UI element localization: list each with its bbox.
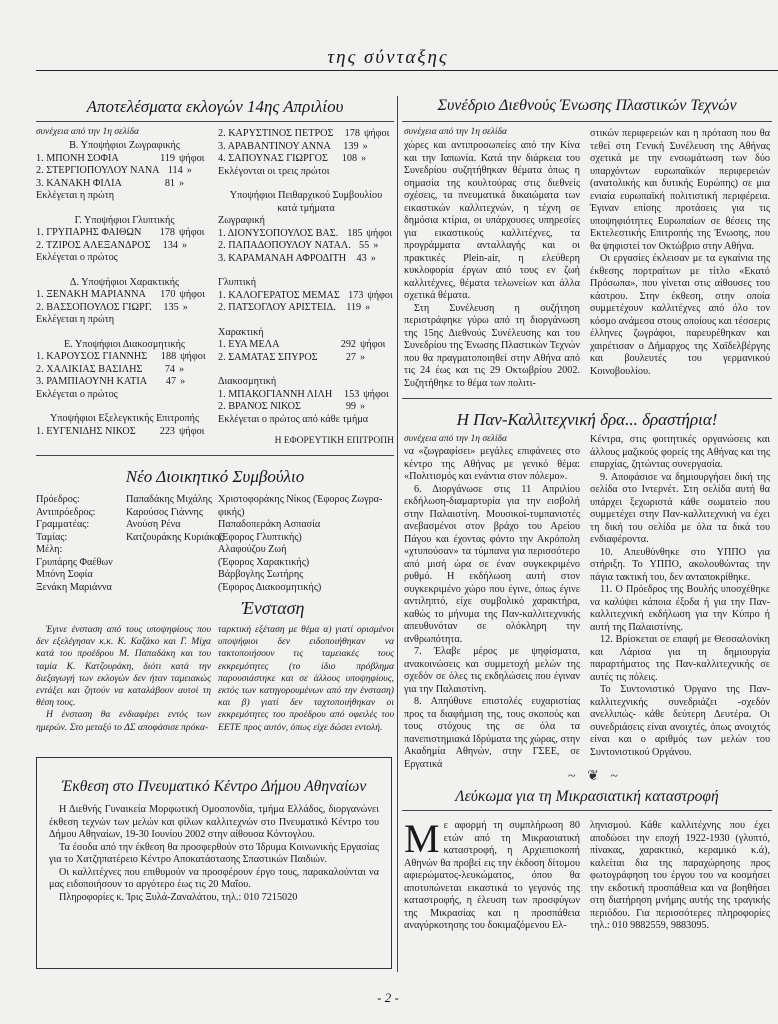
candidate-row: [218, 141, 394, 154]
candidate-votes: 153: [344, 388, 360, 400]
candidate-votes: 55: [359, 240, 370, 251]
candidate-name: 1. ΕΥΓΕΝΙΔΗΣ ΝΙΚΟΣ: [36, 425, 136, 437]
enstasi-title: Ένσταση: [241, 598, 305, 618]
candidate-unit: »: [180, 376, 186, 387]
candidate-name: 2. ΒΑΣΣΟΠΟΥΛΟΣ ΓΙΩΡΓ.: [36, 301, 152, 313]
list-note: Χαρακτική: [218, 326, 264, 338]
list-note: Εκλέγεται ο πρώτος από κάθε τμήμα: [218, 413, 369, 425]
candidate-votes: 292: [340, 339, 356, 350]
board-member-row: [36, 557, 216, 570]
candidate-row: [36, 227, 213, 240]
exhibition-p2: Τα έσοδα από την έκθεση θα προσφερθούν στο Ίδρυμα Κοινωνικής Εργασίας για το Χατζηπατέρειο Κέντρο Αποκατάστασης Σπαστικών Παιδιών.: [49, 841, 379, 865]
candidate-votes: 47: [165, 376, 177, 387]
candidate-unit: ψήφοι: [179, 227, 205, 238]
enstasi-col1: [36, 624, 211, 734]
candidate-name: 1. ΓΡΥΠΑΡΗΣ ΦΑΙΘΩΝ: [36, 227, 142, 238]
congress-title-rule: [402, 121, 772, 122]
candidate-row: [218, 352, 394, 365]
candidate-votes: 173: [348, 289, 364, 301]
candidate-name: 3. ΑΡΑΒΑΝΤΙΝΟΥ ΑΝΝΑ: [218, 140, 331, 152]
candidate-unit: ψήφοι: [360, 339, 386, 350]
candidate-unit: »: [370, 252, 376, 264]
enstasi-p1: Έγινε ένσταση από τους υποψηφίους που δεν εξελέγησαν κ.κ. Κ. Καζάκο και Γ. Μίχα κατά του προέδρου Μ. Παπαδάκη και του ταμία Κ. Κατζουράκη, διότι κατά την διεξαγωγή των εκλογών δεν ήταν ταμειακώς εντάξει και ζητούν να καταλάβουν αυτοί τη θέση τους.: [36, 624, 211, 709]
board-member-line: Αλαφούζου Ζωή: [218, 544, 287, 555]
panart-col1: [404, 446, 580, 771]
candidate-name: 2. ΣΑΜΑΤΑΣ ΣΠΥΡΟΣ: [218, 351, 318, 363]
candidate-unit: ψήφοι: [366, 227, 392, 239]
candidate-unit: »: [182, 301, 188, 313]
spacer: [218, 315, 394, 327]
candidate-unit: »: [360, 401, 366, 412]
board-role: Γρυπάρης Φαέθων: [36, 556, 113, 568]
list-heading: Β. Υποψήφιοι Ζωγραφικής: [69, 140, 180, 151]
board-role: Πρόεδρος:: [36, 494, 80, 505]
candidate-name: 3. ΡΑΜΠΙΑΟΥΝΗ ΚΑΤΙΑ: [36, 376, 148, 387]
board-member-name: [126, 544, 216, 557]
board-member-row: [36, 507, 216, 520]
list-note: Ζωγραφική: [218, 215, 265, 226]
board-member-name: Καρούσος Γιάννης: [126, 506, 203, 518]
congress-title: Συνέδριο Διεθνούς Ένωσης Πλαστικών Τεχνών: [437, 97, 737, 114]
list-note: Εκλέγεται ο πρώτος: [36, 252, 118, 263]
candidate-name: 1. ΜΠΑΚΟΓΙΑΝΝΗ ΛΙΛΗ: [218, 388, 333, 400]
board-member-name: Ανούση Ρένα: [126, 519, 181, 530]
list-heading: Υποψήφιοι Εξελεγκτικής Επιτροπής: [50, 413, 199, 424]
congress-continued: συνέχεια από την 1η σελίδα: [404, 127, 507, 137]
candidate-row: [36, 178, 213, 191]
panart-continued: συνέχεια από την 1η σελίδα: [404, 434, 507, 444]
candidate-name: 2. ΤΖΙΡΟΣ ΑΛΕΞΑΝΔΡΟΣ: [36, 239, 151, 251]
candidate-row: [218, 389, 394, 402]
board-member-name: Κατζουράκης Κυριάκος: [126, 531, 224, 543]
exhibition-body: [37, 796, 391, 904]
candidate-unit: ψήφοι: [179, 289, 205, 300]
board-member-line: φικής): [218, 506, 245, 518]
candidate-row: [36, 153, 213, 166]
candidate-votes: 43: [356, 252, 367, 264]
panart-col1-p2: 6. Διοργάνωσε στις 11 Απριλίου εκδήλωση-διαμαρτυρία για την εισβολή στην Παλαιστίνη. Μουσικοί-τυμπανιστές ανεβασμένοι στον βράχο του Αρείου Πάγου και έχοντας φόντο την Ακρόπολη «χτυπούσαν» τα τύμπανα για περισσότερο από μισή ώρα σε έναν συγκεκριμένο ρυθμό. Η εκδήλωση αυτή στον συγκεκριμένο χώρο που έγινε, όπως έγινε αντιληπτό, είχε συμβολικό χαρακτήρα, καθώς το μήνυμα της Παν-καλλιτεχνικής απευθυνόταν σε ολόκληρη την ανθρωπότητα.: [404, 483, 580, 645]
ornament-divider: ~ ❦ ~: [568, 769, 622, 784]
candidate-name: 1. ΕΥΑ ΜΕΛΑ: [218, 339, 280, 350]
board-left-column: [36, 494, 224, 594]
candidate-unit: »: [181, 239, 188, 251]
candidate-votes: 178: [344, 128, 360, 139]
board-member-row: [36, 569, 216, 582]
candidate-row: [36, 302, 213, 315]
board-role: Αντιπρόεδρος:: [36, 506, 96, 518]
candidate-row: [36, 364, 213, 377]
candidate-votes: 27: [345, 351, 356, 363]
spacer: [36, 401, 213, 413]
candidate-unit: »: [179, 177, 185, 189]
exhibition-box: [36, 757, 392, 969]
elections-title: Αποτελέσματα εκλογών 14ης Απριλίου: [86, 97, 344, 116]
board-member-name: Παπαδάκης Μιχάλης: [126, 494, 213, 505]
list-note: Εκλέγεται η πρώτη: [36, 314, 115, 325]
candidate-unit: »: [186, 165, 192, 176]
candidate-row: [218, 339, 394, 352]
congress-bottom-rule: [402, 398, 772, 399]
spacer: [36, 203, 213, 215]
candidate-votes: 119: [160, 152, 175, 164]
candidate-name: 2. ΚΑΡΥΣΤΙΝΟΣ ΠΕΤΡΟΣ: [218, 128, 334, 139]
candidate-votes: 170: [160, 289, 176, 300]
board-member-row: [36, 531, 224, 545]
header-rule: [36, 70, 778, 71]
candidate-row: [218, 240, 394, 253]
spacer: [218, 178, 394, 190]
list-note: Γλυπτική: [218, 277, 257, 288]
panart-col2-p4: 11. Ο Πρόεδρος της Βουλής υποσχέθηκε να καλύψει κάποια έξοδα ή για την Παν-καλλιτεχνική εκδήλωση για την Κύπρο ή αυτή της Παλαιστίνης.: [590, 584, 770, 633]
candidate-row: [218, 153, 394, 166]
candidate-row: [36, 426, 213, 439]
album-dropcap: Μ: [404, 816, 440, 861]
list-heading: κατά τμήματα: [277, 202, 335, 214]
panart-col1-p4: 8. Απηύθυνε επιστολές ευχαριστίας προς τα διαφήμιση της, τους σκοπούς και τους στόχους της σε όλα τα πανεπιστημιακά Ιδρύματα της χώρας, στην Ακαδημία Αθηνών, στην ΓΣΕΕ, σε Εργατικά: [404, 696, 580, 770]
spacer: [36, 265, 213, 277]
candidate-row: [36, 376, 213, 389]
candidate-votes: 74: [164, 363, 175, 375]
list-note: Εκλέγεται ο πρώτος: [36, 388, 118, 400]
list-note: Εκλέγονται οι τρεις πρώτοι: [218, 165, 330, 177]
candidate-votes: 119: [346, 302, 362, 313]
candidate-name: 1. ΞΕΝΑΚΗ ΜΑΡΙΑΝΝΑ: [36, 289, 146, 300]
board-role: Ξενάκη Μαριάννα: [36, 581, 112, 593]
candidate-row: [218, 228, 394, 241]
candidate-unit: »: [362, 140, 368, 152]
panart-title: Η Παν-Καλλιτεχνική δρα... δραστήρια!: [456, 410, 718, 429]
board-role: Γραμματέας:: [36, 519, 90, 530]
congress-col1: [404, 140, 580, 390]
candidate-votes: 188: [160, 351, 177, 362]
candidate-unit: ψήφοι: [179, 152, 205, 164]
candidate-unit: »: [179, 363, 185, 375]
candidate-name: 2. ΣΤΕΡΓΙΟΠΟΥΛΟΥ ΝΑΝΑ: [36, 165, 160, 176]
board-role: Μπόνη Σοφία: [36, 569, 93, 580]
panart-col2-p5: 12. Βρίσκεται σε επαφή με Θεσσαλονίκη και Λάρισα για τη δημιουργία παραρτήματος της Παν-καλλιτεχνικής σε αυτές τις πόλεις.: [590, 634, 770, 683]
candidate-votes: 81: [164, 177, 175, 189]
candidate-unit: ψήφοι: [363, 128, 390, 139]
elections-title-rule: [36, 121, 394, 122]
panart-col1-p3: 7. Έλαβε μέρος με ψηφίσματα, ανακοινώσεις και συμμετοχή μελών της σχεδόν σε όλες τις εκδηλώσεις που έγιναν για την Παλαιστίνη.: [404, 646, 580, 695]
board-member-name: [126, 582, 216, 595]
candidate-votes: 185: [347, 227, 363, 239]
candidate-name: 1. ΔΙΟΝΥΣΟΠΟΥΛΟΣ ΒΑΣ.: [218, 227, 339, 239]
board-member-row: [36, 519, 216, 532]
album-title: Λεύκωμα για τη Μικρασιατική καταστροφή: [455, 788, 719, 805]
album-col1: [404, 816, 580, 933]
panart-col2: [590, 434, 770, 759]
spacer: [218, 265, 394, 277]
list-heading: Υποψήφιοι Πειθαρχικού Συμβουλίου: [229, 190, 383, 201]
album-title-rule: [402, 810, 772, 811]
candidate-votes: 139: [343, 140, 359, 152]
candidate-row: [36, 165, 213, 178]
candidate-votes: 134: [162, 239, 178, 251]
candidate-unit: »: [360, 351, 366, 363]
candidate-name: 2. ΠΑΠΑΔΟΠΟΥΛΟΥ ΝΑΤΑΛ.: [218, 240, 351, 251]
candidate-unit: ψήφοι: [180, 351, 206, 362]
panart-col1-p1: να «ζωγραφίσει» μεγάλες επιφάνειες στο κέντρο της Αθήνας με γενικό θέμα: «Πολιτισμός και ενάντια στον πόλεμο».: [404, 446, 580, 482]
candidate-name: 1. ΚΑΛΟΓΕΡΑΤΟΣ ΜΕΜΑΣ: [218, 289, 340, 301]
candidate-votes: 223: [159, 425, 175, 437]
candidate-votes: 135: [163, 301, 179, 313]
candidate-unit: ψήφοι: [179, 425, 205, 437]
candidate-row: [36, 289, 213, 302]
candidate-votes: 108: [341, 153, 358, 164]
elections-left-column: [36, 140, 213, 438]
candidate-votes: 99: [345, 401, 356, 412]
enstasi-p2: Η ένσταση θα ενδιαφέρει εντός των ημερών. Στο μεταξύ το ΔΣ αποφάσισε πρόκα-: [36, 709, 211, 733]
board-right-column: [218, 494, 394, 594]
album-col1-text: ε αφορμή τη συμπλήρωση 80 ετών από τη Μικρασιατική καταστροφή, η Αρχιεπισκοπή Αθηνών θα προβεί εις την έκδοση δίτομου αφιερώματος-λευκώματος, όπου θα αποτυπώνεται εικαστικά το γεγονός της καταστροφής, η έλευση των προσφύγων της Μικρασίας και η προσπάθεια αναγύρκοτησης του δοκιμαζόμενου Ελ-: [404, 820, 580, 931]
board-member-row: [36, 582, 216, 595]
candidate-name: 2. ΧΑΛΙΚΙΑΣ ΒΑΣΙΛΗΣ: [36, 363, 143, 375]
congress-col1-p1: χώρες και αντιπροσωπείες από την Κίνα και την Ιαπωνία. Κατά την διάρκεια του Συνεδρίου συζητήθηκαν θέματα όπως η σημασία της κουλτούρας στις διεθνείς σχέσεις, τα πνευματικά δικαιώματα των εικαστικών καλλιτεχνών, η τέχνη σε δημόσια κτίρια, οι υπάρχουσες υπηρεσίες για εικαστικούς καλλιτέχνες, τα προγράμματα ανταλλαγής και οι πρακτικές Plein-air, η ελεύθερη κυκλοφορία έργων από τους εν ζωή καλλιτέχνες, θέματα τελωνείων και άλλα σχετικά θέματα.: [404, 140, 580, 301]
candidate-row: [218, 401, 394, 414]
column-divider: [397, 96, 398, 972]
page-number: - 2 -: [377, 990, 399, 1005]
candidate-unit: »: [373, 240, 379, 251]
candidate-name: 4. ΣΑΠΟΥΝΑΣ ΓΙΩΡΓΟΣ: [218, 153, 328, 164]
exhibition-title: Έκθεση στο Πνευματικό Κέντρο Δήμου Αθηναίων: [61, 778, 367, 795]
elections-continued: συνέχεια από την 1η σελίδα: [36, 127, 139, 137]
board-member-line: (Έφορος Γλυπτικής): [218, 531, 302, 543]
board-member-row: [36, 544, 216, 557]
panart-col2-p1: Κέντρα, στις φοιτητικές οργανώσεις και άλλους μαζικούς φορείς της Αθήνας και της επαρχίας, ζητώντας συνεργασία.: [590, 434, 770, 470]
section-header-title: της σύνταξης: [327, 47, 449, 68]
candidate-name: 1. ΚΑΡΟΥΣΟΣ ΓΙΑΝΝΗΣ: [36, 351, 148, 362]
candidate-row: [218, 128, 394, 141]
list-note: Διακοσμητική: [218, 376, 277, 387]
candidate-row: [218, 290, 394, 303]
candidate-name: 1. ΜΠΟΝΗ ΣΟΦΙΑ: [36, 152, 119, 164]
panart-col2-p6: Το Συντονιστικό Όργανο της Παν-καλλιτεχνικής συνεδριάζει -σχεδόν ανελλιπώς- κάθε δεύτερη Δευτέρα. Οι συνεδριάσεις είναι ανοιχτές, όπως ανοιχτός είναι και ο αριθμός των μελών του Συντονιστικού Οργάνου.: [590, 684, 770, 758]
list-heading: Γ. Υποψήφιοι Γλυπτικής: [74, 214, 175, 226]
candidate-name: 2. ΒΡΑΝΟΣ ΝΙΚΟΣ: [218, 401, 301, 412]
exhibition-p4: Πληροφορίες κ. Ίρις Ξυλά-Ζαναλάτου, τηλ.: 010 7215020: [59, 891, 298, 903]
elections-right-column: [218, 128, 394, 426]
candidate-name: 3. ΚΑΝΑΚΗ ΦΙΛΙΑ: [36, 177, 122, 189]
board-member-line: Βάρβογλης Σωτήρης: [218, 569, 304, 580]
candidate-row: [36, 351, 213, 364]
board-title: Νέο Διοικητικό Συμβούλιο: [125, 467, 305, 486]
board-member-line: Χριστοφοράκης Νίκος (Έφορος Ζωγρα-: [218, 494, 383, 505]
candidate-row: [36, 240, 213, 253]
board-member-row: [36, 494, 216, 507]
candidate-votes: 114: [167, 165, 183, 176]
board-member-line: Παπαδοπεράκη Ασπασία: [218, 519, 321, 530]
enstasi-col2: ταρκτική εξέταση με θέμα α) γιατί ορισμένοι υποψήφιοι δεν ειδοποιήθηκαν να τακτοποιήσουν τις ταμειακές τους εκκρεμότητες (το ίδιο πρόβλημα παρουσιάστηκε και σε άλλους υποψηφίους, εκτός των κατηγορουμένων από την ένσταση) και β) γιατί δεν ταχτοποιήθηκαν οι εκκρεμότητες του προέδρου από οφειλές του ΕΕΤΕ προς αυτόν, όπως είχε δώσει εντολή.: [218, 624, 394, 733]
exhibition-p1: Η Διεθνής Γυναικεία Μορφωτική Ομοσπονδία, τμήμα Ελλάδος, διοργανώνει έκθεση τεχνών των μελών και φίλων καλλιτεχνών στο Πνευματικό Κέντρο του Δήμου Αθηναίων, 19-30 Ιουνίου 2002 στην αίθουσα Κόντογλου.: [49, 804, 379, 840]
panart-col2-p2: 9. Αποφάσισε να δημιουργήσει δική της σελίδα στο Ιντερνέτ. Στη σελίδα αυτή θα υπάρχει ξεχωριστά κάθε σωματείο που συμμετέχει στην Παν-καλλιτεχνική να έχει τη δική του σελίδα με όλα τα δικά του ενδιαφέροντα.: [590, 471, 770, 545]
board-role: Μέλη:: [36, 544, 63, 555]
board-member-name: [126, 569, 216, 582]
list-note: Εκλέγεται η πρώτη: [36, 190, 115, 201]
congress-col2-p1: στικών περιφερειών και η πρόταση που θα τεθεί στη Γενική Συνέλευση της Αθήνας σχετικά με την ενσωμάτωση των δύο υπαρχόντων ευρωπαϊκών περιφερειών (ανατολικής και δυτικής Ευρώπης) σε μια ενιαία ευρωπαϊκή πολιτιστική περιφέρεια. Έγιναν επίσης προτάσεις για τις υποψηφιότητες Ευρωπαίων σε θέσεις της Εκτελεστικής Επιτροπής της Ένωσης, που θα ψηφιστεί τον Οκτώβριο στην Αθήνα.: [590, 128, 770, 252]
board-member-name: [126, 557, 216, 570]
elections-signature: Η ΕΦΟΡΕΥΤΙΚΗ ΕΠΙΤΡΟΠΗ: [274, 436, 394, 446]
candidate-unit: ψήφοι: [367, 289, 393, 301]
list-heading: Ε. Υποψήφιοι Διακοσμητικής: [64, 338, 185, 350]
candidate-unit: »: [361, 153, 367, 164]
congress-col2-p2: Οι εργασίες έκλεισαν με τα εγκαίνια της έκθεσης πορτραίτων με τίτλο «Εκατό Πρόσωπα», που γίνεται στις αίθουσες του κάστρου. Στην έκθεση, στην οποία συμμετέχουν καλλιτέχνες από όλο τον κόσμο ανάμεσα στους οποίους και τέσσερις έλληνες ζωγράφοι, παρευρέθηκαν και χαιρέτισαν ο Δήμαρχος της Χαϊδελβέργης και βουλευτές του γερμανικού Κοινοβουλίου.: [590, 253, 770, 377]
list-heading: Δ. Υποψήφιοι Χαρακτικής: [69, 276, 180, 288]
candidate-name: 3. ΚΑΡΑΜΑΝΑΗ ΑΦΡΟΔΙΤΗ: [218, 252, 347, 264]
candidate-row: [218, 302, 394, 315]
album-col2: ληνισμού. Κάθε καλλιτέχνης που έχει αποδώσει την εποχή 1922-1930 (γλυπτό, πίνακας, χαρακτικό, κεραμικό κ.ά), καλείται δια της παραχώρησης προς φωτογράφηση του έργου του να κοσμήσει την εκδοτική προσπάθεια και να βοηθήσει στη διατήρηση μνήμης αυτής της τραγικής περιόδου. Για περισσότερες πληροφορίες τηλ.: 010 9882559, 9883095.: [590, 820, 770, 931]
spacer: [218, 364, 394, 376]
candidate-name: 2. ΠΑΤΣΟΓΛΟΥ ΑΡΙΣΤΕΙΔ.: [218, 302, 336, 313]
board-member-line: (Έφορος Χαρακτικής): [218, 556, 310, 568]
congress-col2: [590, 128, 770, 378]
board-role: Ταμίας:: [36, 531, 68, 543]
candidate-row: [218, 253, 394, 266]
candidate-unit: ψήφοι: [363, 388, 389, 400]
board-member-line: (Έφορος Διακοσμητικής): [218, 581, 322, 593]
candidate-unit: »: [365, 302, 371, 313]
spacer: [36, 327, 213, 339]
exhibition-p3: Οι καλλιτέχνες που επιθυμούν να προσφέρουν έργο τους, παρακαλούνται να μας ειδοποιήσουν το αργότερο έως τις 20 Μαΐου.: [49, 866, 379, 890]
congress-col1-p2: Στη Συνέλευση η συζήτηση περιστράφηκε γύρω από τη διοργάνωση της 15ης Διεθνούς Συνέλευσης και του Συνεδρίου της Ένωσης Πλαστικών Τεχνών που θα πραγματοποιηθεί στην Αθήνα από τις 24 έως και τις 29 Οκτωβρίου 2002. Συζητήθηκε το θέμα των πολιτι-: [404, 302, 580, 389]
candidate-votes: 178: [159, 227, 175, 238]
panart-col2-p3: 10. Απευθύνθηκε στο ΥΠΠΟ για στήριξη. Το ΥΠΠΟ, ακολουθώντας την πάγια τακτική του, δεν ανταποκρίθηκε.: [590, 546, 770, 583]
elections-bottom-rule: [36, 455, 394, 456]
